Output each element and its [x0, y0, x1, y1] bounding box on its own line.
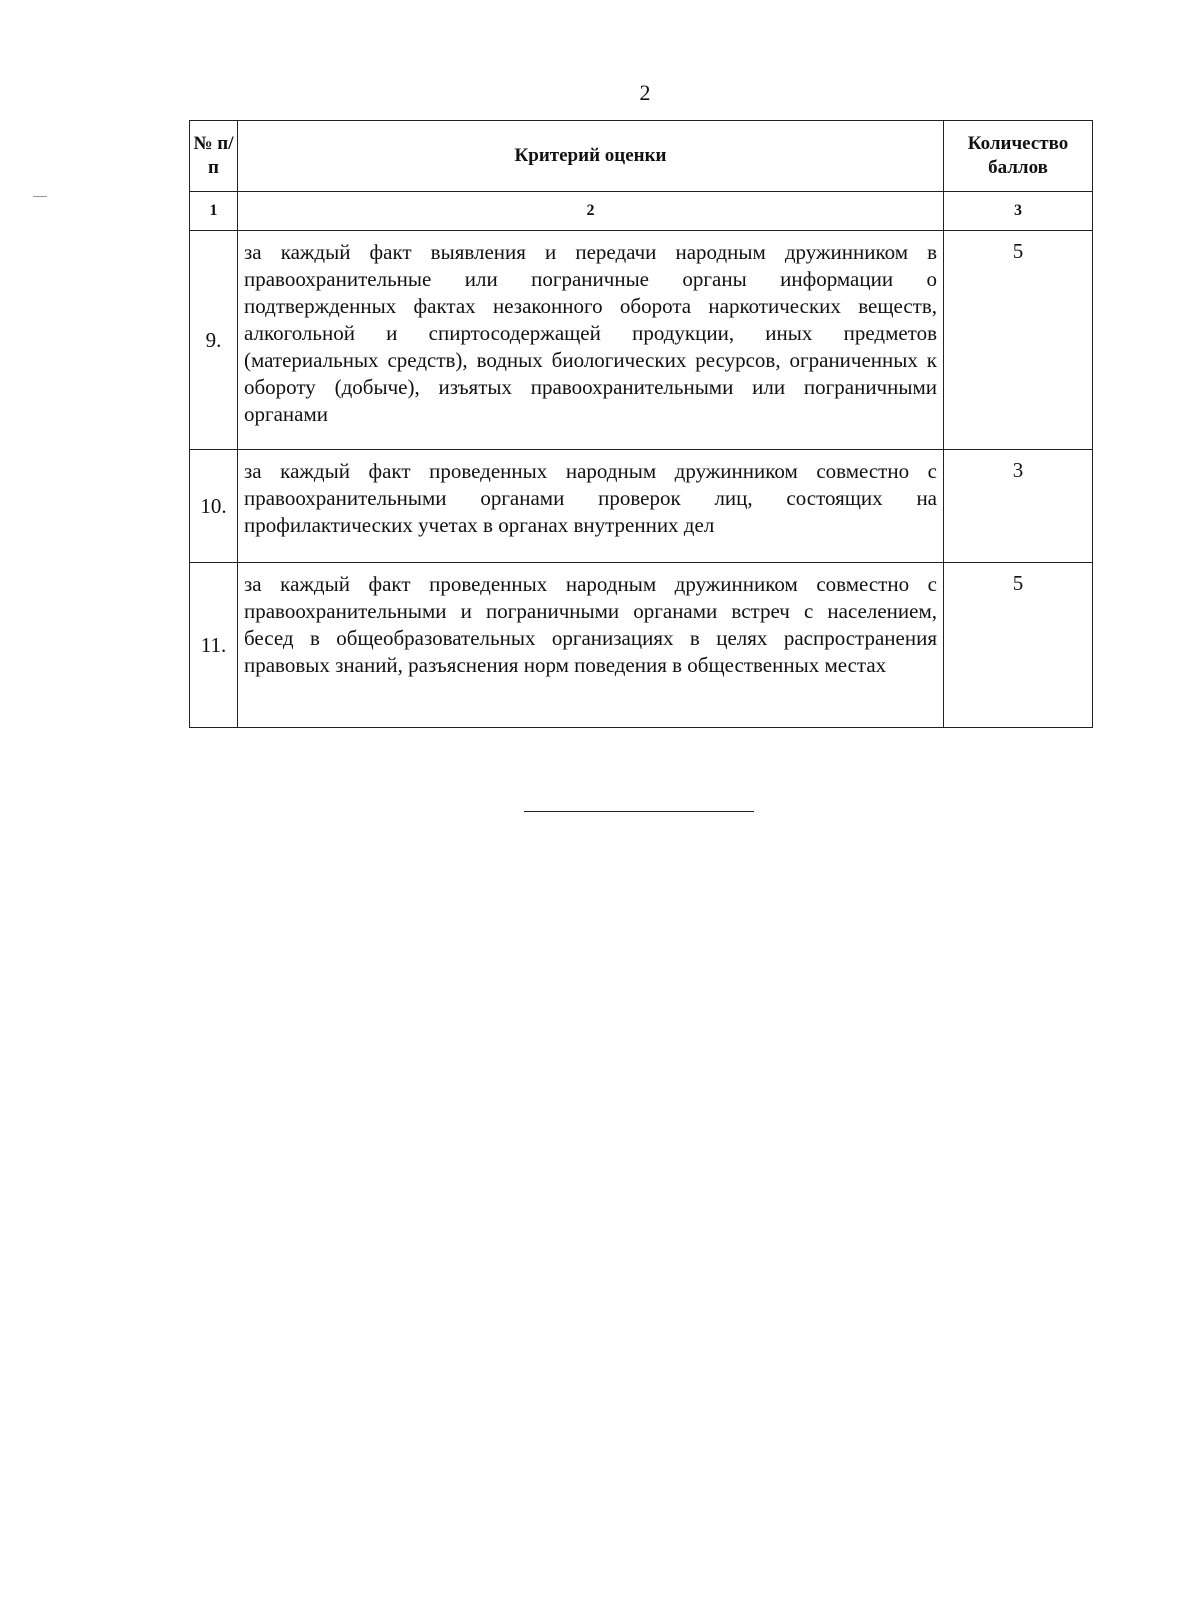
column-index-criterion: 2 [238, 192, 944, 231]
table-row [190, 450, 1093, 563]
header-criterion: Критерий оценки [238, 121, 944, 192]
row-score: 3 [944, 450, 1093, 563]
row-criterion: за каждый факт проведенных народным дружинником совместно с правоохранительными органами проверок лиц, состоящих на профилактических учетах в органах внутренних дел [238, 450, 944, 563]
scan-artifact-mark [33, 196, 47, 197]
header-num: № п/п [190, 121, 238, 192]
criteria-table [189, 120, 1093, 728]
header-score: Количество баллов [944, 121, 1093, 192]
column-index-score: 3 [944, 192, 1093, 231]
row-criterion: за каждый факт выявления и передачи народным дружинником в правоохранительные или пограничные органы информации о подтвержденных фактах незаконного оборота наркотических веществ, алкогольной и спиртосодержащей продукции, иных предметов (материальных средств), водных биологических ресурсов, ограниченных к обороту (добыче), изъятых правоохранительными или пограничными органами [238, 231, 944, 450]
row-score: 5 [944, 231, 1093, 450]
page-number: 2 [639, 80, 651, 105]
column-index-num: 1 [190, 192, 238, 231]
table-row [190, 231, 1093, 450]
row-score: 5 [944, 563, 1093, 728]
row-number: 11. [190, 563, 238, 728]
row-number: 10. [190, 450, 238, 563]
column-index-row [190, 192, 1093, 231]
row-number: 9. [190, 231, 238, 450]
table-header-row [190, 121, 1093, 192]
end-of-document-rule [524, 811, 754, 812]
row-criterion: за каждый факт проведенных народным дружинником совместно с правоохранительными и пограничными органами встреч с населением, бесед в общеобразовательных организациях в целях распространения правовых знаний, разъяснения норм поведения в общественных местах [238, 563, 944, 728]
table-row [190, 563, 1093, 728]
